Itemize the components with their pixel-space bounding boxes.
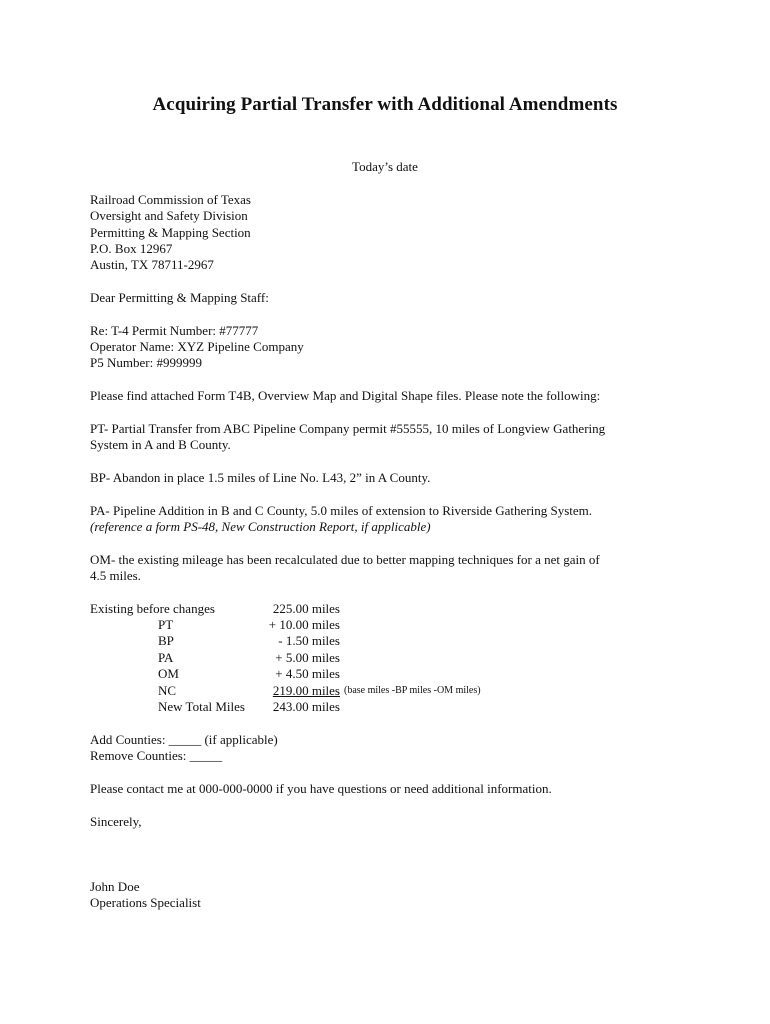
bp-paragraph: BP- Abandon in place 1.5 miles of Line No. L43, 2” in A County. xyxy=(90,470,431,485)
mileage-value-pa: + 5.00 miles xyxy=(275,650,340,665)
salutation: Dear Permitting & Mapping Staff: xyxy=(90,290,269,305)
mileage-code-nc: NC xyxy=(158,683,177,698)
address-line-4: P.O. Box 12967 xyxy=(90,241,173,256)
om-paragraph-line-1: OM- the existing mileage has been recalculated due to better mapping techniques for a net gain of xyxy=(90,552,600,567)
existing-value: 225.00 miles xyxy=(272,601,340,616)
date-line: Today’s date xyxy=(352,159,418,174)
mileage-code-bp: BP xyxy=(158,633,174,648)
mileage-value-bp: - 1.50 miles xyxy=(278,633,340,648)
mileage-code-pa: PA xyxy=(158,650,174,665)
existing-label: Existing before changes xyxy=(90,601,215,616)
total-label: New Total Miles xyxy=(158,699,245,714)
signer-title: Operations Specialist xyxy=(90,895,201,910)
address-line-2: Oversight and Safety Division xyxy=(90,208,248,223)
remove-counties-line: Remove Counties: _____ xyxy=(90,748,223,763)
re-p5-line: P5 Number: #999999 xyxy=(90,355,202,370)
total-value: 243.00 miles xyxy=(272,699,340,714)
mileage-note-nc: (base miles -BP miles -OM miles) xyxy=(344,685,481,696)
pt-paragraph-line-2: System in A and B County. xyxy=(90,437,231,452)
mileage-value-nc: 219.00 miles xyxy=(272,683,340,698)
intro-paragraph: Please find attached Form T4B, Overview Map and Digital Shape files. Please note the following: xyxy=(90,388,601,403)
re-permit-line: Re: T-4 Permit Number: #77777 xyxy=(90,323,259,338)
closing: Sincerely, xyxy=(90,814,142,829)
pa-note: (reference a form PS-48, New Construction Report, if applicable) xyxy=(90,519,431,534)
pt-paragraph-line-1: PT- Partial Transfer from ABC Pipeline Company permit #55555, 10 miles of Longview Gathering xyxy=(90,421,606,436)
mileage-value-pt: + 10.00 miles xyxy=(268,617,340,632)
address-line-3: Permitting & Mapping Section xyxy=(90,225,251,240)
re-operator-line: Operator Name: XYZ Pipeline Company xyxy=(90,339,304,354)
mileage-value-om: + 4.50 miles xyxy=(275,666,340,681)
pa-paragraph: PA- Pipeline Addition in B and C County, 5.0 miles of extension to Riverside Gathering System. xyxy=(90,503,593,518)
signer-name: John Doe xyxy=(90,879,140,894)
address-line-1: Railroad Commission of Texas xyxy=(90,192,251,207)
mileage-code-pt: PT xyxy=(158,617,174,632)
contact-paragraph: Please contact me at 000-000-0000 if you have questions or need additional information. xyxy=(90,781,552,796)
mileage-code-om: OM xyxy=(158,666,179,681)
add-counties-line: Add Counties: _____ (if applicable) xyxy=(90,732,278,747)
document-title: Acquiring Partial Transfer with Additional Amendments xyxy=(152,94,618,115)
om-paragraph-line-2: 4.5 miles. xyxy=(90,568,141,583)
address-line-5: Austin, TX 78711-2967 xyxy=(90,257,214,272)
